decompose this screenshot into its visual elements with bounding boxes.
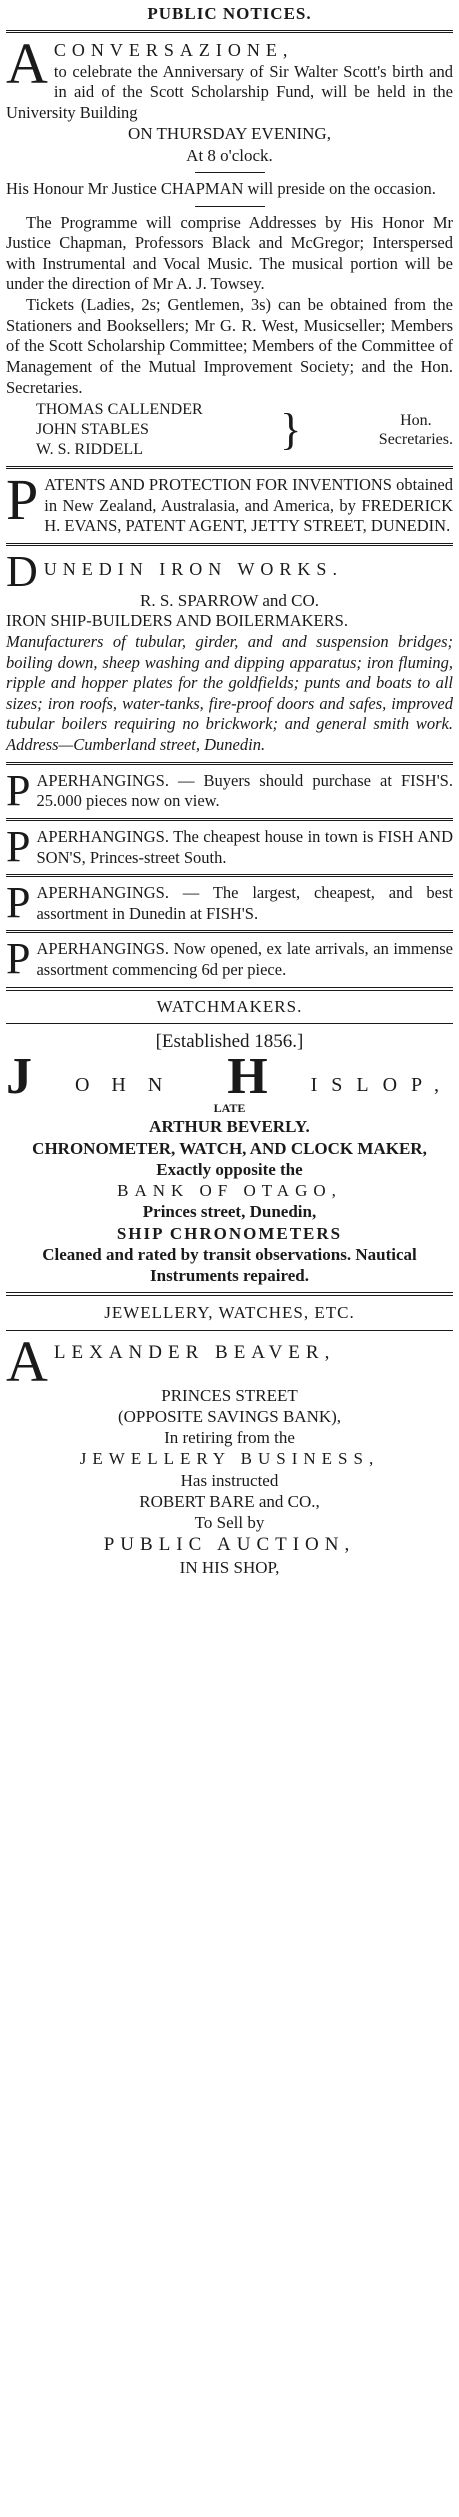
- secretary-name: W. S. RIDDELL: [36, 441, 143, 459]
- dropcap-letter: P: [6, 878, 31, 928]
- retiring-text: In retiring from the: [164, 1428, 295, 1448]
- event-time: At 8 o'clock.: [186, 145, 273, 165]
- divider: [6, 818, 453, 821]
- divider: [6, 30, 453, 33]
- iron-works-ad: [6, 547, 453, 756]
- paperhangings-ad-3: [6, 878, 453, 928]
- watchmakers-ad: [6, 997, 453, 1287]
- dropcap-letter: P: [6, 934, 31, 984]
- divider: [6, 1330, 453, 1331]
- conversazione-notice: [6, 31, 453, 460]
- instructed-text: Has instructed: [180, 1470, 279, 1490]
- divider: [6, 874, 453, 877]
- patents-text: ATENTS AND PROTECTION FOR INVENTIONS obtained in New Zealand, Australasia, and America, by FREDERICK H. EVANS, PATENT AGENT, JETTY STREET, DUNEDIN.: [44, 475, 453, 536]
- late-label: LATE: [213, 1101, 246, 1116]
- secretaries-signature: [36, 400, 453, 460]
- paperhangings-text: APERHANGINGS. — Buyers should purchase at FISH'S. 25.000 pieces now on view.: [36, 770, 453, 811]
- divider: [6, 466, 453, 469]
- name-part-ohn: OHN: [74, 1074, 185, 1097]
- predecessor-name: ARTHUR BEVERLY.: [149, 1117, 310, 1137]
- paperhangings-text: APERHANGINGS. Now opened, ex late arrivals, an immense assortment commencing 6d per piece.: [36, 939, 453, 979]
- iron-works-proprietor: R. S. SPARROW and CO.: [139, 591, 320, 610]
- hon-secretaries-label: [379, 411, 453, 449]
- event-day: ON THURSDAY EVENING,: [128, 124, 331, 144]
- dropcap-letter: P: [6, 821, 31, 871]
- divider: [6, 543, 453, 546]
- tickets-text: Tickets (Ladies, 2s; Gentlemen, 3s) can be obtained from the Stationers and Booksellers; Mr G. R. West, Musicseller; Members of the Scott Scholarship Committee; Members of the Committee of Management of the Mutual Improvement Society; and the Hon. Secretaries.: [6, 295, 453, 397]
- bank-name: BANK OF OTAGO,: [117, 1181, 342, 1201]
- dropcap-letter: A: [6, 31, 48, 96]
- patents-ad: [6, 467, 453, 537]
- programme-text: The Programme will comprise Addresses by His Honor Mr Justice Chapman, Professors Black and McGregor; Interspersed with Instrumental and Vocal Music. The musical portion will be under the direction of Mr A. J. Towsey.: [6, 212, 453, 294]
- newspaper-column: [0, 4, 459, 1578]
- paperhangings-ad-2: [6, 821, 453, 871]
- brace: }: [280, 405, 302, 455]
- divider: [6, 1292, 453, 1296]
- cleaned-text: Cleaned and rated by transit observations. Nautical Instruments repaired.: [42, 1244, 417, 1286]
- secretary-name: THOMAS CALLENDER: [36, 401, 203, 419]
- public-notices-heading: PUBLIC NOTICES.: [147, 4, 312, 23]
- name-initial-j: J: [6, 1048, 32, 1106]
- iron-works-title: UNEDIN IRON WORKS.: [43, 559, 343, 579]
- name-part-islop: ISLOP,: [310, 1074, 453, 1097]
- presiding-judge: His Honour Mr Justice CHAPMAN will preside on the occasion.: [6, 178, 436, 198]
- beaver-name-block: [6, 1328, 453, 1394]
- established-date: [Established 1856.]: [155, 1030, 304, 1052]
- watchmakers-heading: WATCHMAKERS.: [156, 996, 303, 1016]
- trade-description: CHRONOMETER, WATCH, AND CLOCK MAKER,: [32, 1138, 427, 1158]
- divider: [6, 987, 453, 991]
- proprietor-name: LEXANDER BEAVER,: [53, 1341, 336, 1363]
- secretary-name: JOHN STABLES: [36, 421, 149, 439]
- divider: [6, 930, 453, 933]
- conversazione-title: CONVERSAZIONE,: [53, 40, 294, 60]
- shop-label: IN HIS SHOP,: [179, 1558, 280, 1578]
- ship-chronometers: SHIP CHRONOMETERS: [116, 1223, 343, 1243]
- street-address: Princes street, Dunedin,: [142, 1202, 317, 1222]
- hon-label: Hon.: [400, 411, 432, 429]
- auctioneer-name: ROBERT BARE and CO.,: [139, 1491, 320, 1511]
- divider: [6, 1023, 453, 1024]
- paperhangings-text: APERHANGINGS. — The largest, cheapest, and best assortment in Dunedin at FISH'S.: [36, 883, 453, 923]
- jewellery-ad: [6, 1302, 453, 1578]
- business-name: JEWELLERY BUSINESS,: [79, 1449, 380, 1469]
- dropcap-letter: P: [6, 467, 39, 533]
- secretary-names: [36, 400, 203, 460]
- dropcap-letter: P: [6, 765, 31, 815]
- dropcap-letter: A: [6, 1328, 48, 1394]
- jewellery-heading: JEWELLERY, WATCHES, ETC.: [104, 1303, 355, 1323]
- iron-works-body: Manufacturers of tubular, girder, and and suspension bridges; boiling down, sheep washing and dipping apparatus; iron fluming, ripple and hopper plates for the goldfields; punts and boats to all sizes; iron roofs, water-tanks, fire-proof doors and safes, improved tubular boilers requiring no brickwork; and general smith work. Address—Cumberland street, Dunedin.: [6, 631, 453, 754]
- secretaries-label: Secretaries.: [378, 431, 453, 449]
- paperhangings-text: APERHANGINGS. The cheapest house in town is FISH AND SON'S, Princes-street South.: [36, 826, 453, 867]
- name-initial-h: H: [227, 1048, 268, 1106]
- paperhangings-ad-4: [6, 934, 453, 984]
- short-divider: [195, 206, 265, 207]
- opposite-bank: (OPPOSITE SAVINGS BANK),: [117, 1406, 342, 1426]
- divider: [6, 762, 453, 765]
- iron-works-trade: IRON SHIP-BUILDERS AND BOILERMAKERS.: [6, 611, 348, 631]
- auction-label: PUBLIC AUCTION,: [103, 1534, 356, 1556]
- proprietor-name: [6, 1048, 453, 1106]
- to-sell-text: To Sell by: [194, 1513, 265, 1533]
- short-divider: [195, 172, 265, 173]
- conversazione-body: to celebrate the Anniversary of Sir Walter Scott's birth and in aid of the Scott Scholarship Fund, will be held in the University Building: [6, 61, 453, 122]
- opposite-text: Exactly opposite the: [156, 1159, 303, 1179]
- paperhangings-ad-1: [6, 765, 453, 815]
- dropcap-letter: D: [6, 547, 38, 596]
- street-name: PRINCES STREET: [161, 1385, 298, 1405]
